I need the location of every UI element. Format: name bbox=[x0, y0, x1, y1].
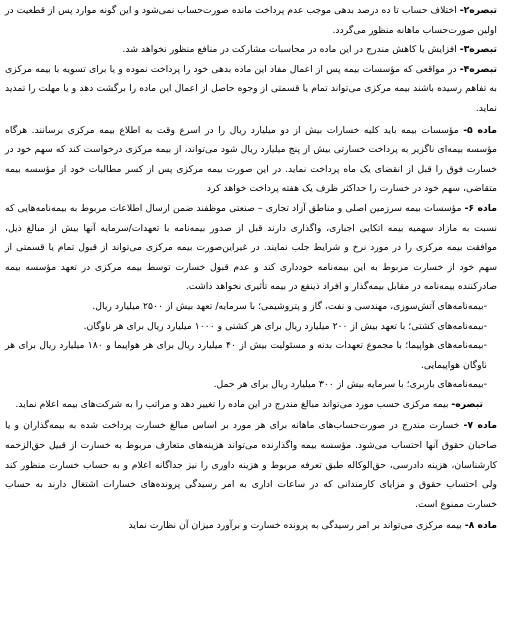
tabsareh-3-label: تبصره۳- bbox=[459, 44, 497, 56]
tabsareh-madeh-6-paragraph bbox=[5, 395, 497, 415]
madeh-8-label: ماده ۸- bbox=[464, 520, 497, 532]
tabsareh-2-label: تبصره۲- bbox=[459, 5, 497, 16]
madeh-8-paragraph bbox=[5, 516, 497, 536]
tabsareh-madeh-6-label: تبصره- bbox=[451, 398, 483, 410]
list-item: - بیمه‌نامه‌های کشتی؛ با تعهد بیش از ۲۰۰ میلیارد ریال برای هر کشتی و ۱۰۰۰ میلیارد ریال برای هر ناوگان. bbox=[5, 317, 487, 337]
madeh-5-text: مؤسسات بیمه باید کلیه خسارات بیش از دو میلیارد ریال را در اسرع وقت به اطلاع بیمه مرکزی برسانند. هرگاه مؤسسه بیمه‌ای ناگزیر به پرداخت خسارتی بیش از پنج میلیارد ریال شود می‌تواند، از بیمه مرکزی درخواست کند که سهم خود در خسارت فوق را قبل از انقضای یک ماه پرداخت نماید. در این صورت بیمه مرکزی پس از کسر مطالبات خود از مؤسسه بیمه متقاضی، سهم خود در خسارت را حداکثر ظرف یک هفته پرداخت خواهد کرد bbox=[5, 124, 497, 195]
madeh-6-text: مؤسسات بیمه سرزمین اصلی و مناطق آزاد تجاری – صنعتی موظفند ضمن ارسال اطلاعات مربوط به بیمه‌نامه‌هایی که نسبت به مازاد سهمیه بیمه اتکایی اجباری، واگذاری دارند قبل از صدور بیمه‌نامه با تعهدات/سرمایه آنها بیش از مبالغ ذیل، موافقت بیمه مرکزی را در مورد نرخ و شرایط جلب نمایند. در غیراین‌صورت بیمه مرکزی می‌تواند از قبول تمام یا قسمتی از سهم خود از خسارت مربوط به این بیمه‌نامه خودداری کند و عدم قبول خسارت توسط بیمه مرکزی در تعهد مؤسسه بیمه صادرکننده بیمه‌نامه در مقابل بیمه‌گذار و افراد ذینفع در بیمه تأثیری نخواهد داشت. bbox=[5, 202, 497, 293]
madeh-7-label: ماده ۷- bbox=[463, 420, 497, 432]
list-item: - بیمه‌نامه‌های آتش‌سوزی، مهندسی و نفت، گاز و پتروشیمی؛ با سرمایه/ تعهد بیش از ۲۵۰۰ میلیارد ریال. bbox=[5, 297, 487, 317]
tabsareh-4-text: در مواقعی که مؤسسات بیمه پس از اعمال مفاد این ماده بدهی خود را پرداخت نموده و یا برای تسویه با بیمه مرکزی به تفاهم رسیده باشند بیمه مرکزی می‌تواند تمام یا قسمتی از وجوه حاصل از اعمال این ماده را برگشت دهد و یا مهلت را تمدید نماید. bbox=[5, 63, 497, 114]
madeh-6-paragraph bbox=[5, 199, 497, 297]
tabsareh-4-paragraph bbox=[5, 60, 497, 119]
tabsareh-2-text: اختلاف حساب تا ده درصد بدهی موجب عدم پرداخت مانده صورت‌حساب نمی‌شود و این گونه موارد پس از قطعیت در اولین صورت‌حساب ماهانه منظور می‌گردد. bbox=[5, 5, 497, 36]
tabsareh-madeh-6-text: بیمه مرکزی حسب مورد می‌تواند مبالغ مندرج در این ماده را تغییر دهد و مراتب را به شرکت‌های بیمه اعلام نماید. bbox=[15, 398, 452, 410]
list-item: - بیمه‌نامه‌های باربری؛ با سرمایه بیش از ۳۰۰ میلیارد ریال برای هر حمل. bbox=[5, 375, 487, 395]
tabsareh-3-paragraph bbox=[5, 40, 497, 60]
madeh-7-paragraph bbox=[5, 416, 497, 514]
madeh-7-text: خسارت مندرج در صورت‌حساب‌های ماهانه برای هر مورد بر اساس مبالغ خسارت پرداخت شده به بیمه‌گذاران و یا صاحبان حقوق آنها احتساب می‌شود. مؤسسه بیمه واگذارنده می‌تواند هزینه‌های متعارف مربوط به خسارت از قبیل حق‌الزحمه کارشناسان، هزینه دادرسی، حق‌الوکاله طبق تعرفه مربوط و هزینه داوری را نیز جداگانه اعلام و به حساب خسارت منظور کند ولی احتساب حقوق و مزایای کارمندانی که در ساعات اداری به امر رسیدگی پرونده‌های خسارات اشتغال دارند به حساب خسارت ممنوع است. bbox=[5, 420, 497, 510]
madeh-5-paragraph bbox=[5, 121, 497, 199]
list-item: - بیمه‌نامه‌های هواپیما؛ با مجموع تعهدات بدنه و مسئولیت بیش از ۴۰ میلیارد ریال برای هر هواپیما و ۱۸۰ میلیارد ریال برای هر ناوگان هواپیمایی. bbox=[5, 336, 487, 375]
tabsareh-2-paragraph bbox=[5, 1, 497, 40]
insurance-thresholds-list bbox=[5, 297, 497, 395]
tabsareh-4-label: تبصره۴- bbox=[459, 63, 497, 75]
madeh-8-text: بیمه مرکزی می‌تواند بر امر رسیدگی به پرونده خسارت و برآورد میزان آن نظارت نماید bbox=[128, 520, 465, 532]
madeh-6-label: ماده ۶- bbox=[464, 202, 497, 214]
tabsareh-3-text: افزایش یا کاهش مندرج در این ماده در محاسبات مشارکت در منافع منظور نخواهد شد. bbox=[122, 44, 460, 56]
madeh-5-label: ماده ۵- bbox=[463, 124, 497, 136]
